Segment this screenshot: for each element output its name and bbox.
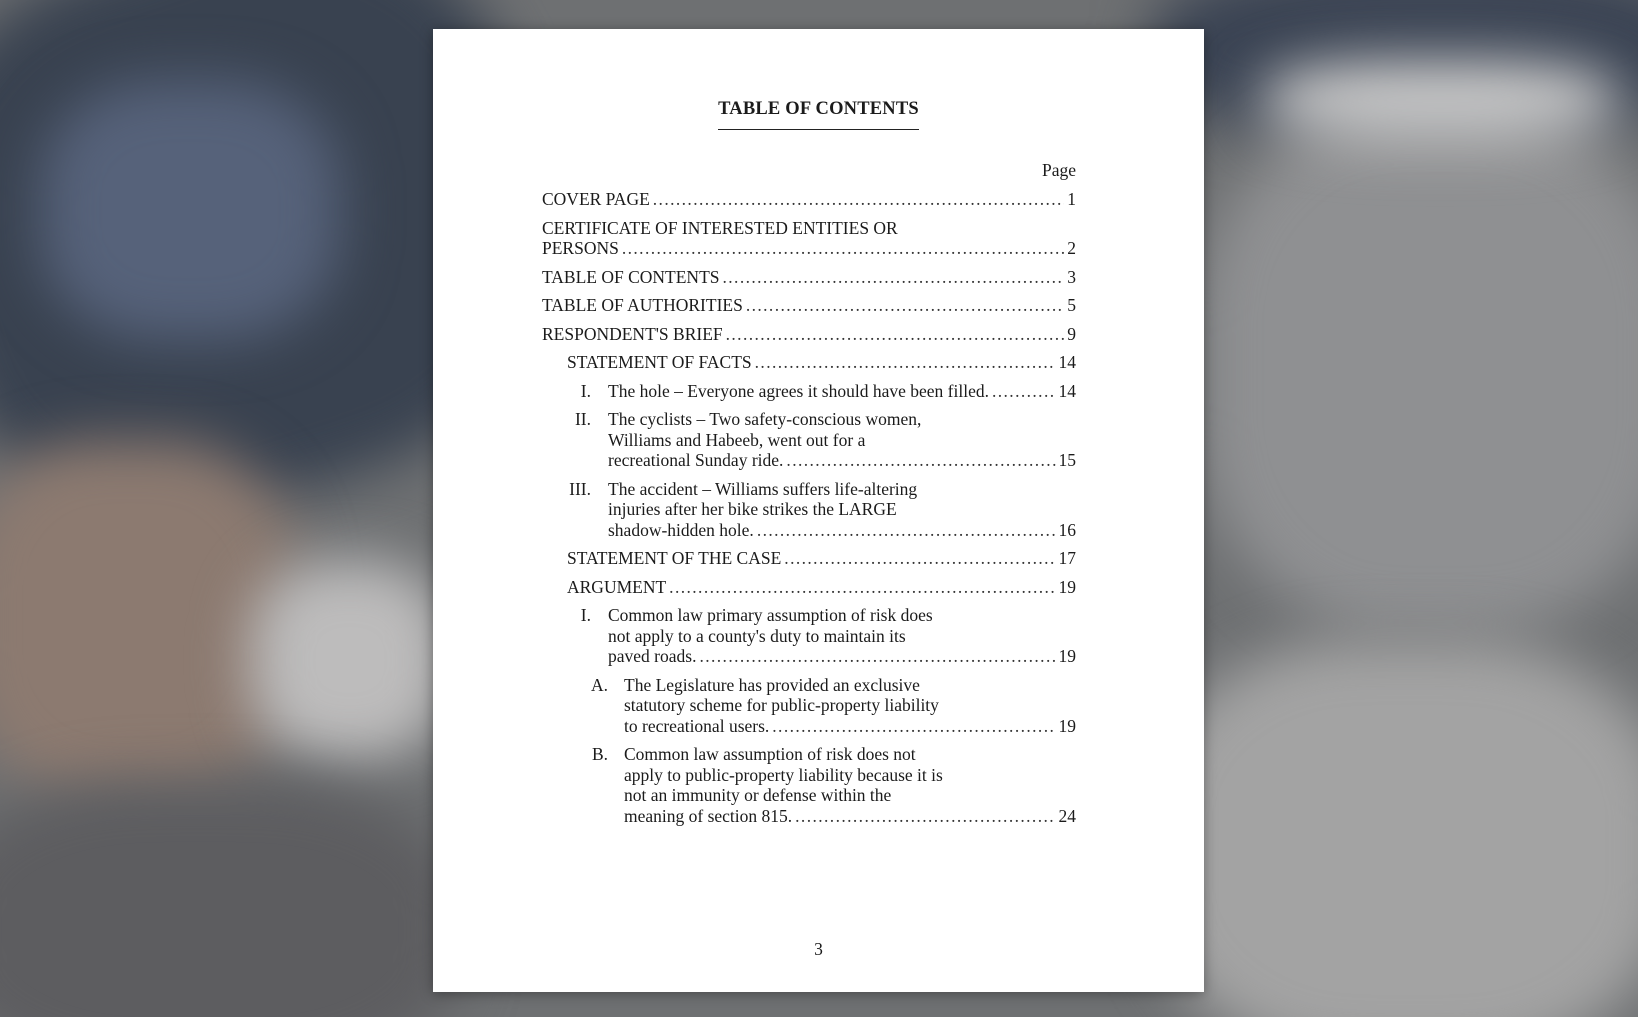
dot-leader <box>726 324 1065 345</box>
toc-entry-text: PERSONS <box>542 238 619 258</box>
toc-entry-text: The accident – Williams suffers life-altering <box>608 478 918 499</box>
toc-entry-page: 3 <box>1067 266 1076 287</box>
toc-entry-number: I. <box>580 380 591 401</box>
footer-page-number: 3 <box>814 939 823 959</box>
toc-entry-page: 1 <box>1067 189 1076 209</box>
toc-entry-page: 5 <box>1067 295 1076 315</box>
toc-entry-number: A. <box>590 674 608 695</box>
toc-entry[interactable] <box>542 577 1076 598</box>
toc-entry-text: STATEMENT OF THE CASE <box>567 548 782 568</box>
dot-leader <box>755 352 1056 373</box>
toc-entry-page: 14 <box>1058 380 1076 401</box>
toc-entry[interactable] <box>542 675 1076 737</box>
toc-entry-text: The Legislature has provided an exclusive <box>624 674 920 695</box>
toc-entry-text: apply to public-property liability because it is <box>624 764 943 785</box>
dot-leader <box>795 806 1055 827</box>
toc-entry[interactable] <box>542 381 1076 402</box>
toc-entry-text: not apply to a county's duty to maintain its <box>608 625 906 646</box>
dot-leader <box>622 238 1064 259</box>
toc-entries <box>542 189 1076 834</box>
page-column-label: Page <box>1041 160 1076 180</box>
toc-entry-page: 14 <box>1058 352 1076 372</box>
toc-entry-text: to recreational users. <box>624 715 770 736</box>
dot-leader <box>772 716 1055 737</box>
toc-entry-text: recreational Sunday ride. <box>608 450 784 470</box>
toc-entry-number: I. <box>580 605 591 625</box>
toc-entry[interactable] <box>542 409 1076 471</box>
toc-entry-page: 24 <box>1058 805 1076 826</box>
toc-entry-text: COVER PAGE <box>542 189 650 209</box>
toc-entry-text: shadow-hidden hole. <box>608 519 754 540</box>
dot-leader <box>757 520 1056 541</box>
toc-entry-text: TABLE OF AUTHORITIES <box>542 295 743 315</box>
toc-entry-page: 2 <box>1067 238 1076 258</box>
toc-entry-text: STATEMENT OF FACTS <box>567 352 752 372</box>
dot-leader <box>784 548 1055 569</box>
toc-entry-text: ARGUMENT <box>567 576 667 597</box>
toc-entry-page: 19 <box>1058 715 1076 736</box>
toc-entry[interactable] <box>542 605 1076 667</box>
document-page <box>433 29 1204 992</box>
toc-entry[interactable] <box>542 479 1076 541</box>
toc-entry-text: statutory scheme for public-property liability <box>624 695 939 715</box>
toc-entry[interactable] <box>542 295 1076 316</box>
dot-leader <box>746 295 1064 316</box>
toc-entry-number: B. <box>591 744 608 764</box>
toc-entry-page: 15 <box>1058 450 1076 470</box>
toc-entry-text: Common law assumption of risk does not <box>624 744 916 764</box>
toc-entry[interactable] <box>542 548 1076 569</box>
toc-entry[interactable] <box>542 189 1076 210</box>
toc-title: TABLE OF CONTENTS <box>433 99 1204 120</box>
toc-entry-text: Common law primary assumption of risk does <box>608 605 933 625</box>
toc-entry[interactable] <box>542 267 1076 288</box>
toc-entry-text: The hole – Everyone agrees it should have been filled. <box>608 380 989 401</box>
toc-entry[interactable] <box>542 324 1076 345</box>
dot-leader <box>699 646 1055 667</box>
dot-leader <box>723 267 1065 288</box>
toc-entry-text: Williams and Habeeb, went out for a <box>608 429 866 450</box>
toc-entry-text: TABLE OF CONTENTS <box>542 266 720 287</box>
toc-entry-page: 9 <box>1067 323 1076 344</box>
toc-entry-number: III. <box>569 478 591 499</box>
toc-entry[interactable] <box>542 218 1076 259</box>
toc-entry-text: not an immunity or defense within the <box>624 785 892 805</box>
toc-entry-text: meaning of section 815. <box>624 805 793 826</box>
toc-entry-text: CERTIFICATE OF INTERESTED ENTITIES OR <box>542 217 898 238</box>
toc-entry[interactable] <box>542 744 1076 826</box>
toc-entry-page: 17 <box>1058 548 1076 568</box>
toc-entry-page: 19 <box>1058 576 1076 597</box>
toc-entry-page: 16 <box>1058 519 1076 540</box>
dot-leader <box>669 577 1055 598</box>
toc-entry-text: The cyclists – Two safety-conscious women, <box>608 409 922 429</box>
toc-entry-page: 19 <box>1058 646 1076 666</box>
toc-entry-number: II. <box>574 409 591 429</box>
dot-leader <box>653 189 1064 210</box>
toc-entry-text: paved roads. <box>608 646 697 666</box>
dot-leader <box>992 381 1056 402</box>
dot-leader <box>786 450 1055 471</box>
toc-entry-text: RESPONDENT'S BRIEF <box>542 323 723 344</box>
toc-entry-text: injuries after her bike strikes the LARGE <box>608 499 897 519</box>
toc-entry[interactable] <box>542 352 1076 373</box>
